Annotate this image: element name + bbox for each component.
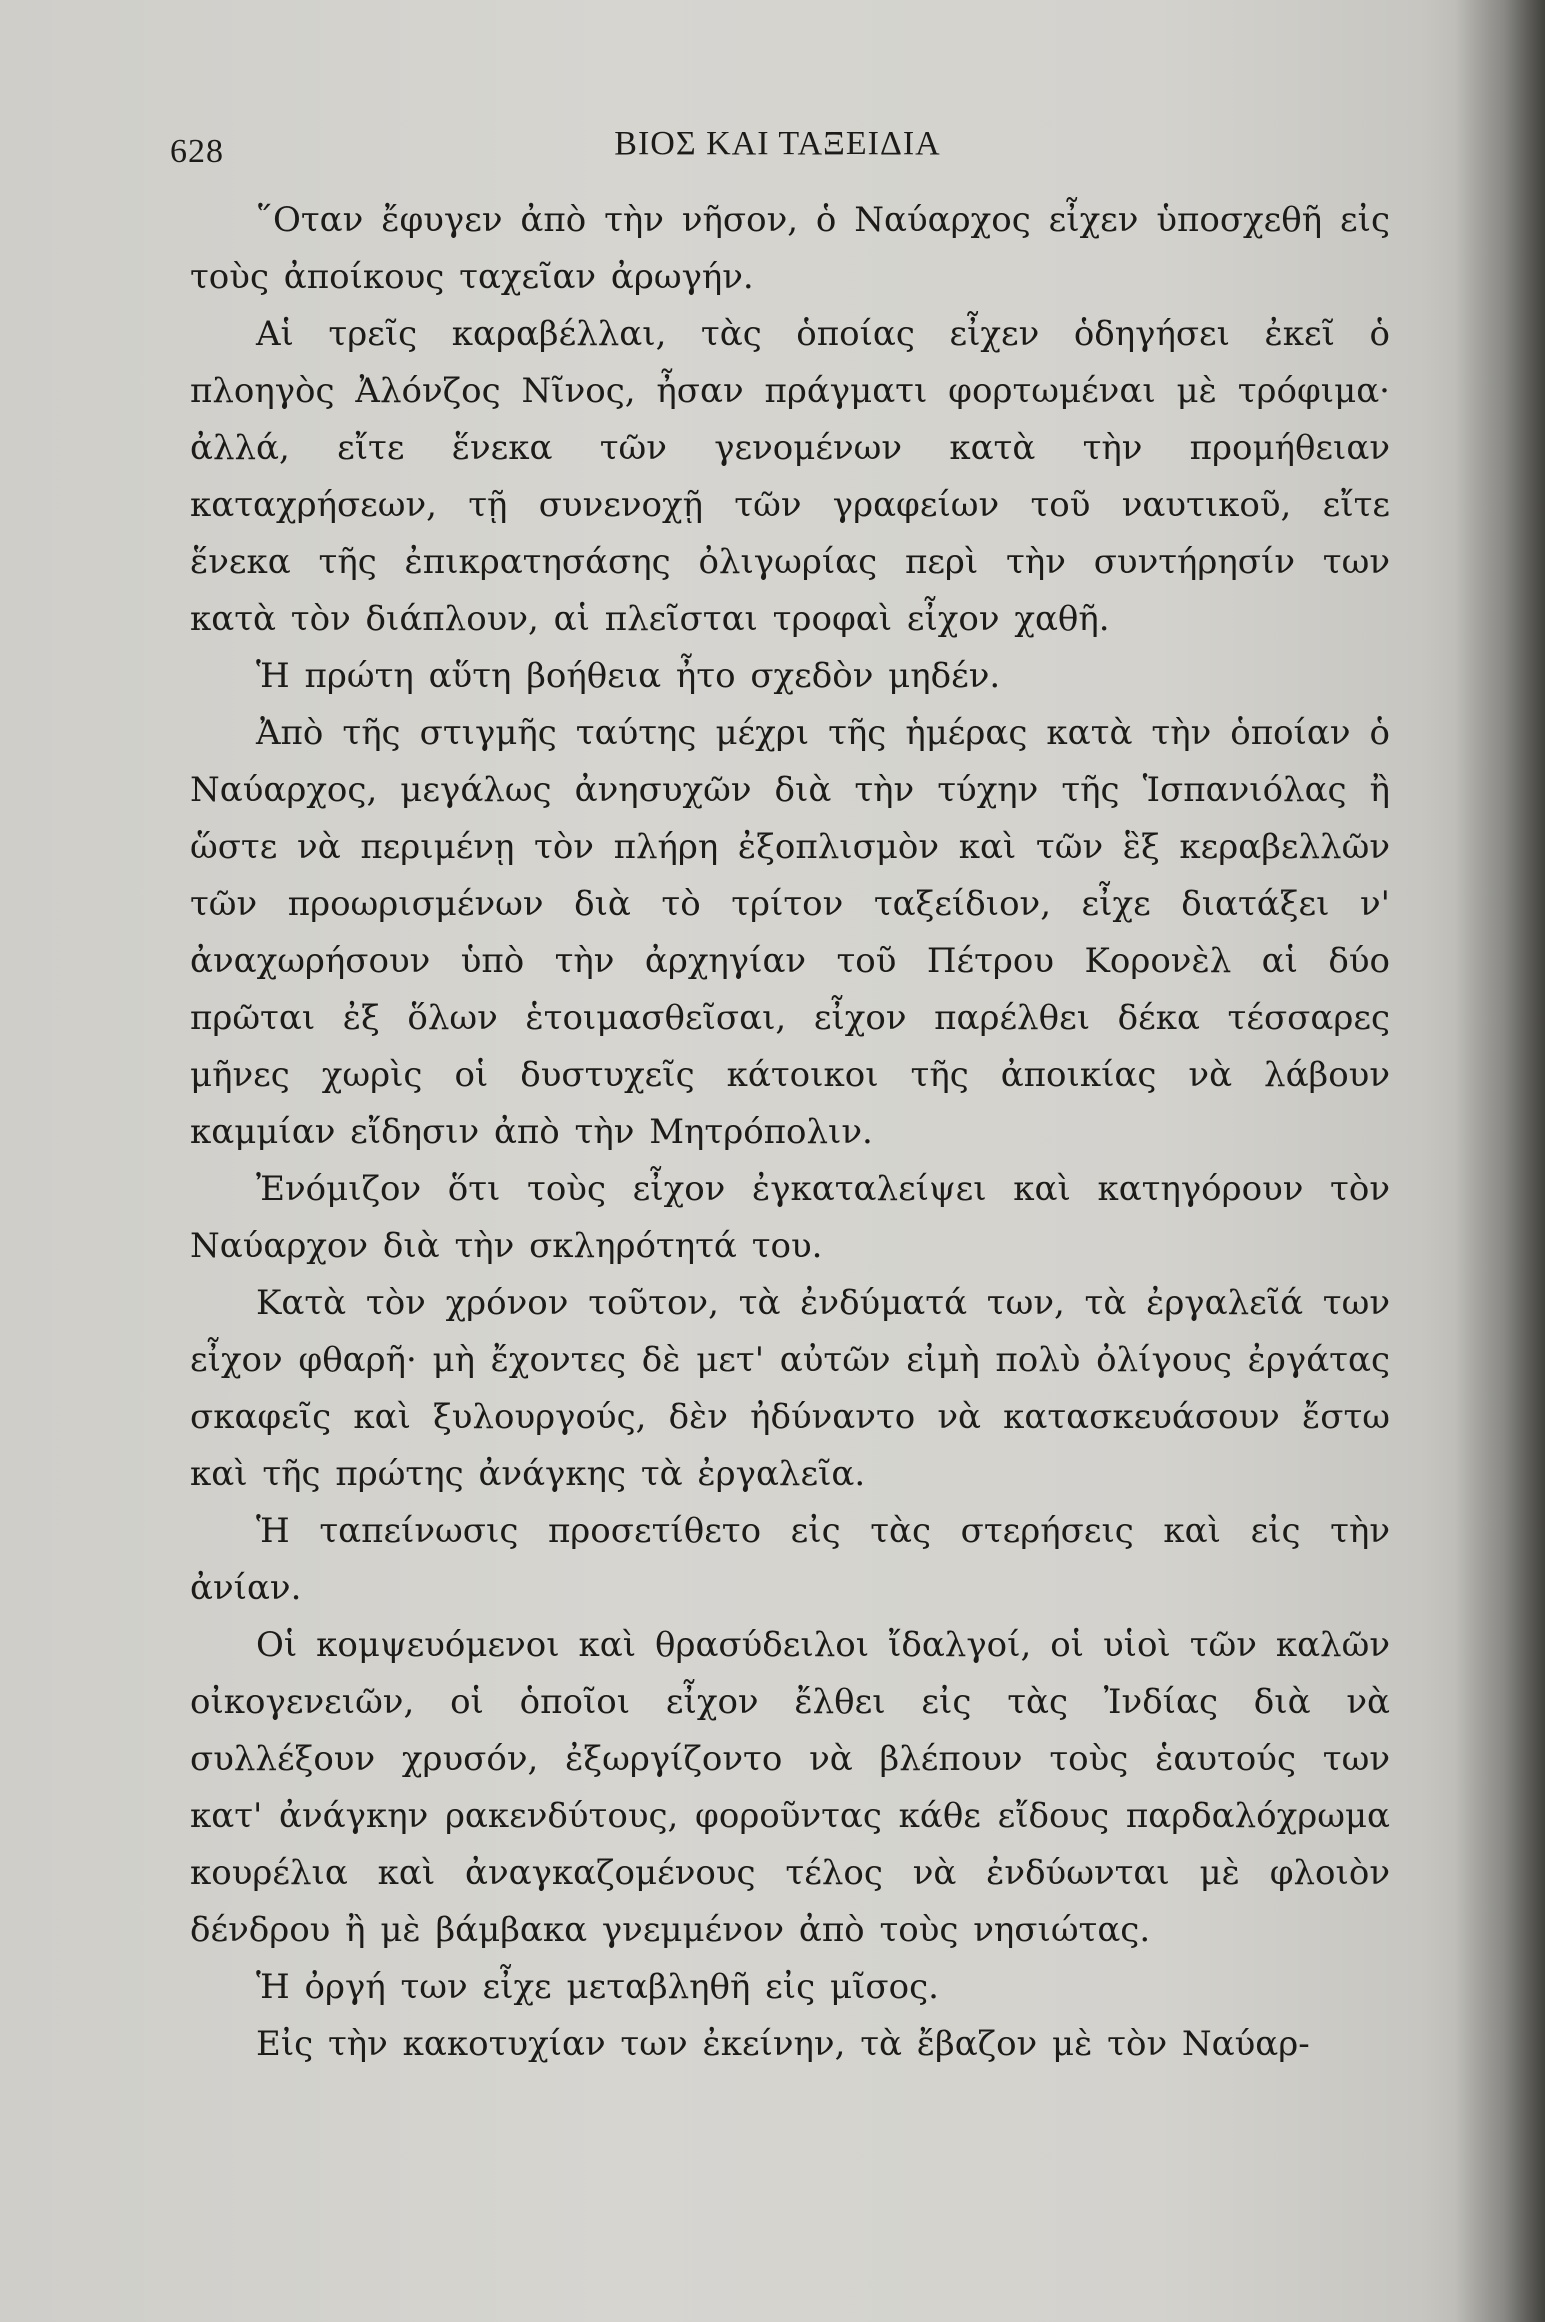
paragraph: Οἱ κομψευόμενοι καὶ θρασύδειλοι ἴδαλγοί, οἱ υἱοὶ τῶν καλῶν οἰκογενειῶν, οἱ ὁποῖοι εἶχον ἔλθει εἰς τὰς Ἰνδίας διὰ νὰ συλλέξουν χρυσόν, ἐξωργίζοντο νὰ βλέπουν τοὺς ἑαυτούς των κατ' ἀνάγκην ρακενδύτους, φοροῦντας κάθε εἴδους παρδαλόχρωμα κουρέλια καὶ ἀναγκαζομένους τέλος νὰ ἐνδύωνται μὲ φλοιὸν δένδρου ἢ μὲ βάμβακα γνεμμένον ἀπὸ τοὺς νησιώτας. [190, 1625, 1390, 1950]
book-spine-shadow [1455, 0, 1545, 2322]
page-header [170, 125, 1385, 175]
paragraph: Ἡ πρώτη αὕτη βοήθεια ἦτο σχεδὸν μηδέν. [256, 656, 1001, 696]
paragraph: Ἡ ταπείνωσις προσετίθετο εἰς τὰς στερήσεις καὶ εἰς τὴν ἀνίαν. [190, 1511, 1390, 1608]
paragraph: Ἐνόμιζον ὅτι τοὺς εἶχον ἐγκαταλείψει καὶ κατηγόρουν τὸν Ναύαρχον διὰ τὴν σκληρότητά του. [190, 1169, 1390, 1266]
paragraph: Ἀπὸ τῆς στιγμῆς ταύτης μέχρι τῆς ἡμέρας κατὰ τὴν ὁποίαν ὁ Ναύαρχος, μεγάλως ἀνησυχῶν διὰ τὴν τύχην τῆς Ἱσπανιόλας ἢ ὥστε νὰ περιμένῃ τὸν πλήρη ἐξοπλισμὸν καὶ τῶν ἓξ κεραβελλῶν τῶν προωρισμένων διὰ τὸ τρίτον ταξείδιον, εἶχε διατάξει ν' ἀναχωρήσουν ὑπὸ τὴν ἀρχηγίαν τοῦ Πέτρου Κορονὲλ αἱ δύο πρῶται ἐξ ὅλων ἑτοιμασθεῖσαι, εἶχον παρέλθει δέκα τέσσαρες μῆνες χωρὶς οἱ δυστυχεῖς κάτοικοι τῆς ἀποικίας νὰ λάβουν καμμίαν εἴδησιν ἀπὸ τὴν Μητρόπολιν. [190, 713, 1390, 1152]
paragraph: Εἰς τὴν κακοτυχίαν των ἐκείνην, τὰ ἔβαζον μὲ τὸν Ναύαρ- [256, 2024, 1310, 2064]
paragraph: Αἱ τρεῖς καραβέλλαι, τὰς ὁποίας εἶχεν ὁδηγήσει ἐκεῖ ὁ πλοηγὸς Ἀλόνζος Νῖνος, ἦσαν πράγματι φορτωμέναι μὲ τρόφιμα· ἀλλά, εἴτε ἕνεκα τῶν γενομένων κατὰ τὴν προμήθειαν καταχρήσεων, τῇ συνενοχῇ τῶν γραφείων τοῦ ναυτικοῦ, εἴτε ἕνεκα τῆς ἐπικρατησάσης ὀλιγωρίας περὶ τὴν συντήρησίν των κατὰ τὸν διάπλουν, αἱ πλεῖσται τροφαὶ εἶχον χαθῆ. [190, 314, 1390, 639]
page-number: 628 [170, 133, 224, 170]
paragraph: Ἡ ὀργή των εἶχε μεταβληθῆ εἰς μῖσος. [256, 1967, 939, 2007]
paragraph: ῞Οταν ἔφυγεν ἀπὸ τὴν νῆσον, ὁ Ναύαρχος εἶχεν ὑποσχεθῆ εἰς τοὺς ἀποίκους ταχεῖαν ἀρωγήν. [190, 200, 1390, 297]
paragraph: Κατὰ τὸν χρόνον τοῦτον, τὰ ἐνδύματά των, τὰ ἐργαλεῖά των εἶχον φθαρῆ· μὴ ἔχοντες δὲ μετ' αὐτῶν εἰμὴ πολὺ ὀλίγους ἐργάτας σκαφεῖς καὶ ξυλουργούς, δὲν ἠδύναντο νὰ κατασκευάσουν ἔστω καὶ τῆς πρώτης ἀνάγκης τὰ ἐργαλεῖα. [190, 1283, 1390, 1494]
running-title: ΒΙΟΣ ΚΑΙ ΤΑΞΕΙΔΙΑ [614, 125, 941, 162]
body-text [190, 192, 1390, 2073]
